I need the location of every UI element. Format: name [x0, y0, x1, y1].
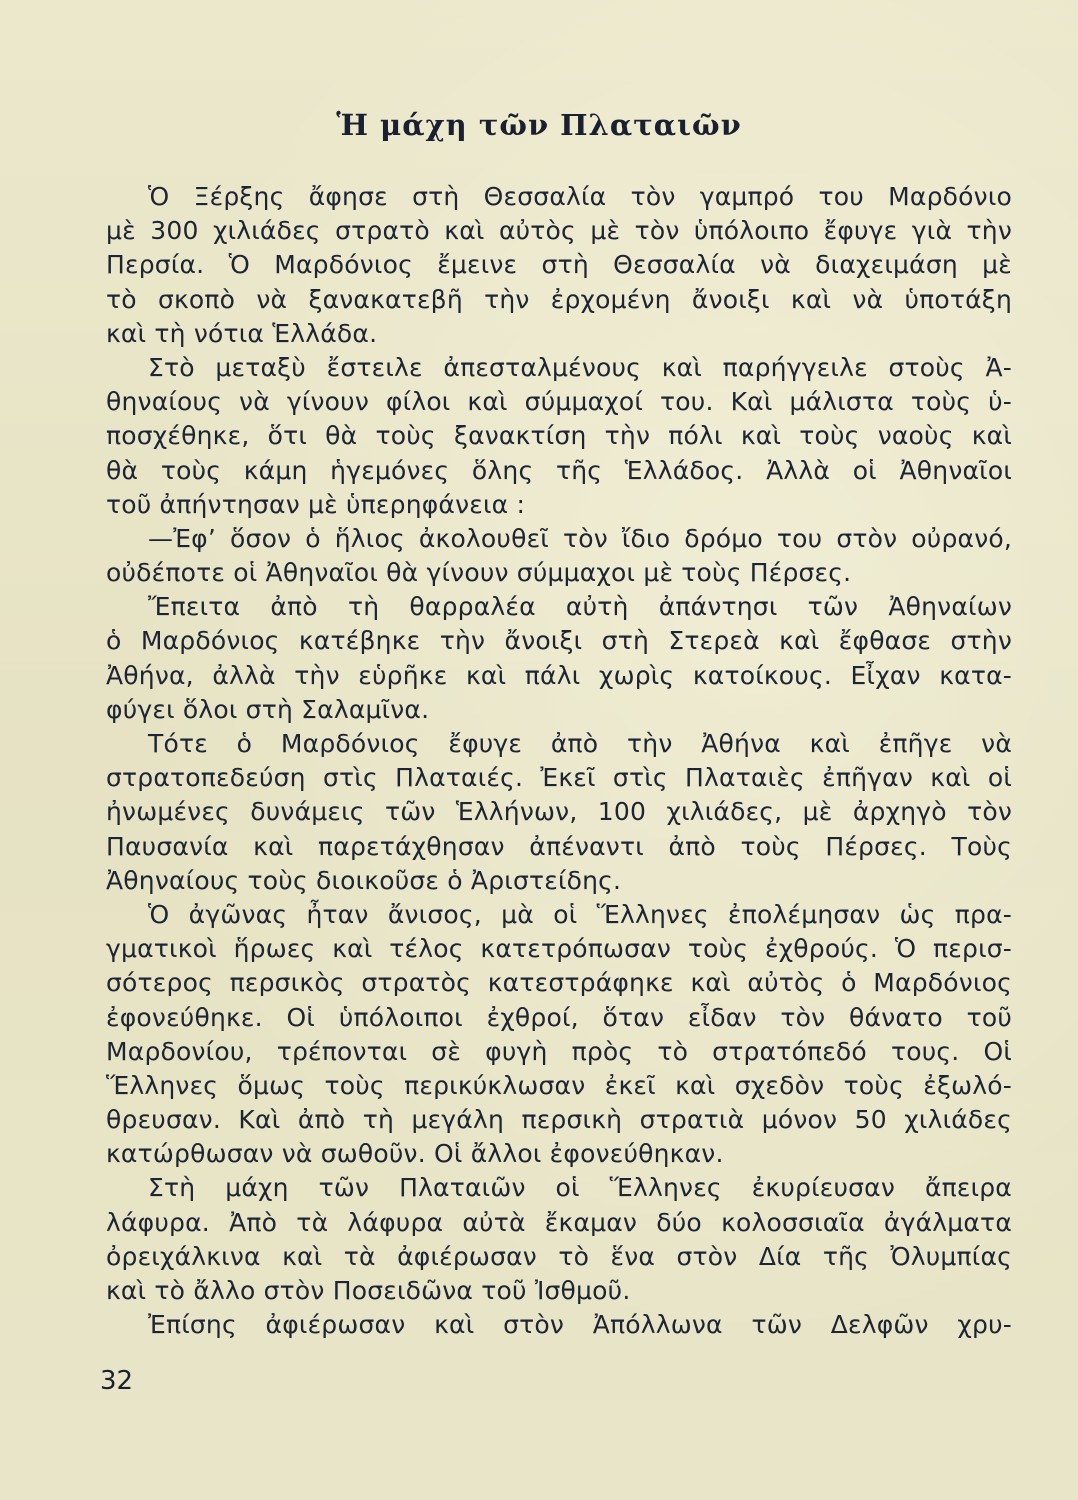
text-line: τοῦ ἀπήντησαν μὲ ὑπερηφάνεια : — [106, 489, 526, 519]
text-line: Ἕλληνες ὅμως τοὺς περικύκλωσαν ἐκεῖ καὶ σχεδὸν τοὺς ἐξωλό- — [106, 1070, 1012, 1100]
text-line: ποσχέθηκε, ὅτι θὰ τοὺς ξανακτίση τὴν πόλι καὶ τοὺς ναοὺς καὶ — [106, 421, 1012, 451]
text-line: καὶ τὸ ἄλλο στὸν Ποσειδῶνα τοῦ Ἰσθμοῦ. — [106, 1276, 631, 1305]
text-line: μὲ 300 χιλιάδες στρατὸ καὶ αὐτὸς μὲ τὸν ὑπόλοιπο ἔφυγε γιὰ τὴν — [106, 216, 1012, 246]
text-line: Περσία. Ὁ Μαρδόνιος ἔμεινε στὴ Θεσσαλία νὰ διαχειμάση μὲ — [106, 250, 1012, 280]
text-line: ἐφονεύθηκε. Οἱ ὑπόλοιποι ἐχθροί, ὅταν εἶδαν τὸν θάνατο τοῦ — [106, 1002, 1012, 1032]
text-line: λάφυρα. Ἀπὸ τὰ λάφυρα αὐτὰ ἔκαμαν δύο κολοσσιαῖα ἀγάλματα — [106, 1207, 1012, 1237]
text-line: φύγει ὅλοι στὴ Σαλαμῖνα. — [106, 694, 430, 724]
text-line: Ἐπίσης ἀφιέρωσαν καὶ στὸν Ἀπόλλωνα τῶν Δελφῶν χρυ- — [148, 1310, 1012, 1340]
text-line: Στὸ μεταξὺ ἔστειλε ἀπεσταλμένους καὶ παρήγγειλε στοὺς Ἀ- — [148, 352, 1012, 382]
text-line: Ἀθηναίους τοὺς διοικοῦσε ὁ Ἀριστείδης. — [106, 865, 622, 895]
text-line: Μαρδονίου, τρέπονται σὲ φυγὴ πρὸς τὸ στρατόπεδό τους. Οἱ — [106, 1036, 1012, 1066]
text-line: θρευσαν. Καὶ ἀπὸ τὴ μεγάλη περσικὴ στρατιὰ μόνον 50 χιλιάδες — [106, 1105, 1012, 1135]
text-line: ὀρειχάλκινα καὶ τὰ ἀφιέρωσαν τὸ ἕνα στὸν Δία τῆς Ὀλυμπίας — [106, 1241, 1012, 1271]
text-line: Ἔπειτα ἀπὸ τὴ θαρραλέα αὐτὴ ἀπάντησι τῶν Ἀθηναίων — [148, 592, 1012, 622]
text-line: Ὁ ἀγῶνας ἦταν ἄνισος, μὰ οἱ Ἕλληνες ἐπολέμησαν ὡς πρα- — [148, 899, 1012, 929]
text-line: κατώρθωσαν νὰ σωθοῦν. Οἱ ἄλλοι ἐφονεύθηκαν. — [106, 1139, 724, 1169]
text-line: Στὴ μάχη τῶν Πλαταιῶν οἱ Ἕλληνες ἐκυρίευσαν ἄπειρα — [148, 1173, 1012, 1203]
text-line: καὶ τὴ νότια Ἑλλάδα. — [106, 318, 378, 348]
page-number: 32 — [100, 1366, 134, 1396]
text-line: γματικοὶ ἥρωες καὶ τέλος κατετρόπωσαν τοὺς ἐχθρούς. Ὁ περισ- — [106, 934, 1012, 964]
text-line: Ὁ Ξέρξης ἄφησε στὴ Θεσσαλία τὸν γαμπρό του Μαρδόνιο — [148, 182, 1012, 211]
body-text — [106, 180, 1012, 1342]
chapter-title: Ἡ μάχη τῶν Πλαταιῶν — [336, 108, 742, 142]
text-line: θὰ τοὺς κάμη ἡγεμόνες ὅλης τῆς Ἑλλάδος. Ἀλλὰ οἱ Ἀθηναῖοι — [106, 455, 1012, 485]
text-line: ἠνωμένες δυνάμεις τῶν Ἑλλήνων, 100 χιλιάδες, μὲ ἀρχηγὸ τὸν — [106, 797, 1012, 827]
text-line: στρατοπεδεύση στὶς Πλαταιές. Ἐκεῖ στὶς Πλαταιὲς ἐπῆγαν καὶ οἱ — [106, 763, 1012, 793]
text-line: ὁ Μαρδόνιος κατέβηκε τὴν ἄνοιξι στὴ Στερεὰ καὶ ἔφθασε στὴν — [106, 626, 1012, 656]
text-line: Τότε ὁ Μαρδόνιος ἔφυγε ἀπὸ τὴν Ἀθήνα καὶ ἐπῆγε νὰ — [148, 729, 1012, 758]
text-line: Ἀθήνα, ἀλλὰ τὴν εὑρῆκε καὶ πάλι χωρὶς κατοίκους. Εἶχαν κατα- — [106, 660, 1012, 690]
text-line: —Ἐφ’ ὅσον ὁ ἥλιος ἀκολουθεῖ τὸν ἴδιο δρόμο του στὸν οὐρανό, — [148, 523, 1012, 553]
text-line: Παυσανία καὶ παρετάχθησαν ἀπέναντι ἀπὸ τοὺς Πέρσες. Τοὺς — [106, 831, 1012, 861]
text-line: θηναίους νὰ γίνουν φίλοι καὶ σύμμαχοί του. Καὶ μάλιστα τοὺς ὑ- — [106, 387, 1012, 417]
text-line: τὸ σκοπὸ νὰ ξανακατεβῆ τὴν ἐρχομένη ἄνοιξι καὶ νὰ ὑποτάξη — [106, 284, 1012, 314]
text-line: οὐδέποτε οἱ Ἀθηναῖοι θὰ γίνουν σύμμαχοι μὲ τοὺς Πέρσες. — [106, 558, 852, 588]
text-line: σότερος περσικὸς στρατὸς κατεστράφηκε καὶ αὐτὸς ὁ Μαρδόνιος — [106, 968, 1012, 998]
